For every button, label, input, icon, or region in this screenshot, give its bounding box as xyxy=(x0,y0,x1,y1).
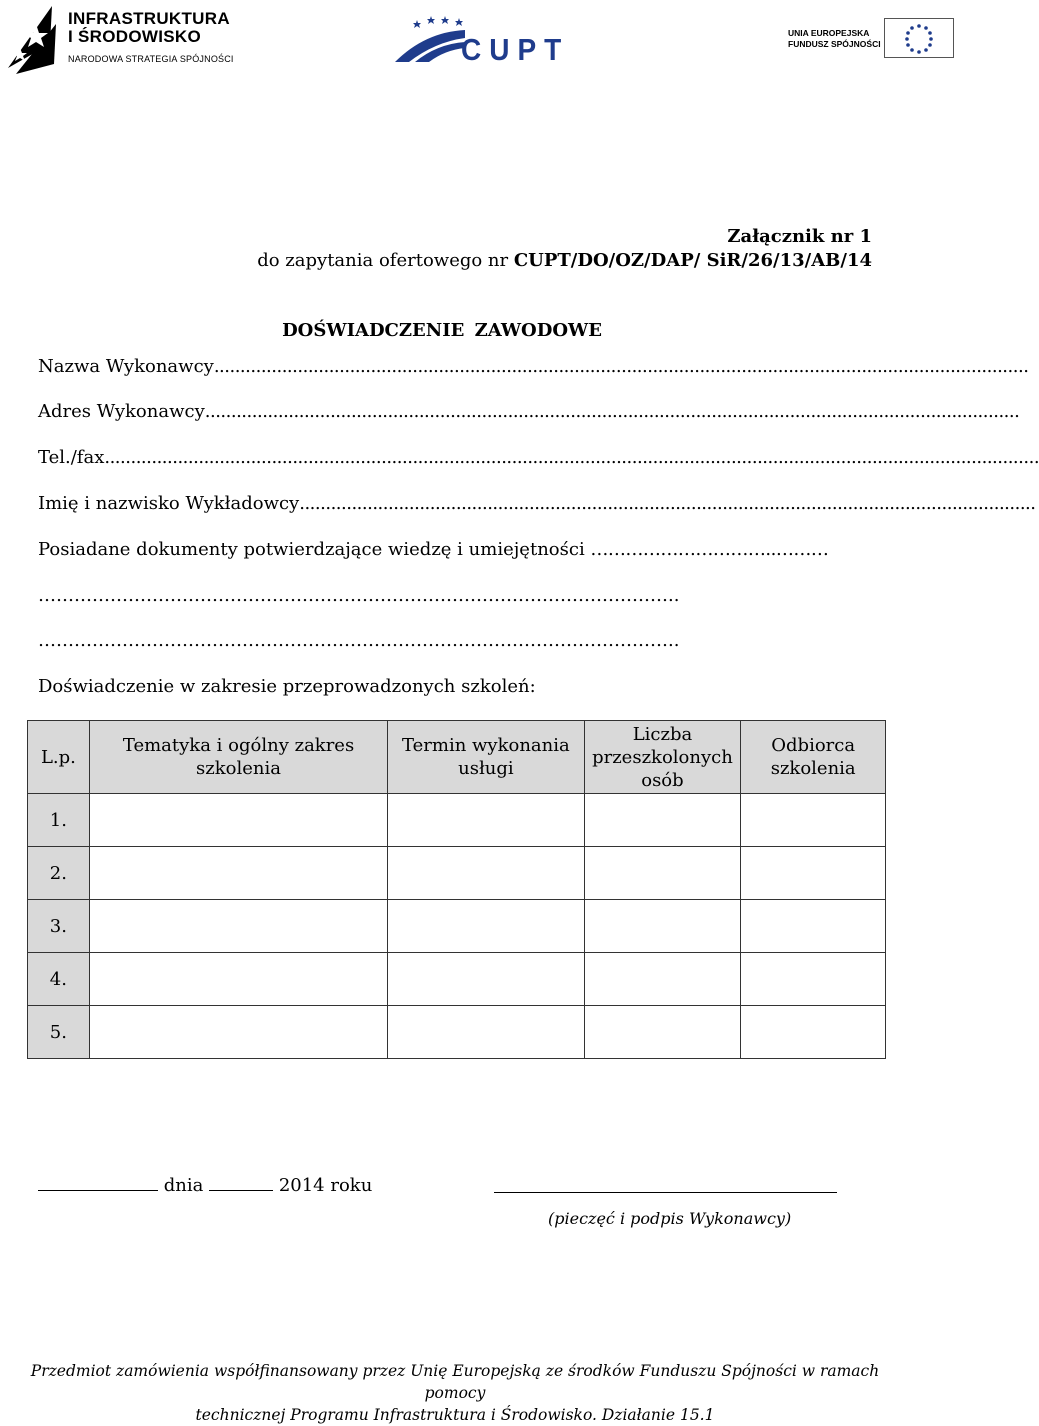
date-blank[interactable] xyxy=(209,1176,273,1191)
phone-fax-dots: ................................................................................................................................................................................... xyxy=(104,447,1039,468)
logo-line-1: INFRASTRUKTURA xyxy=(68,9,230,28)
col-header-count: Liczba przeszkolonych osób xyxy=(584,721,741,794)
lecturer-name-label: Imię i nazwisko Wykładowcy xyxy=(38,493,300,514)
recipient-cell[interactable] xyxy=(741,900,886,953)
cupt-road-icon xyxy=(395,12,465,64)
documents-continuation-line-2[interactable]: …………………………………………………………………………………………….. xyxy=(38,630,680,651)
cupt-wordmark: CUPT xyxy=(461,32,570,67)
row-number: 2. xyxy=(28,847,90,900)
place-blank[interactable] xyxy=(38,1176,158,1191)
row-number: 1. xyxy=(28,794,90,847)
table-header-row xyxy=(28,721,886,794)
col-header-recipient: Odbiorca szkolenia xyxy=(741,721,886,794)
year-label: 2014 roku xyxy=(278,1175,373,1196)
inquiry-prefix: do zapytania ofertowego nr xyxy=(257,250,514,271)
inquiry-reference xyxy=(257,250,872,271)
col-header-date: Termin wykonania usługi xyxy=(388,721,584,794)
count-cell[interactable] xyxy=(584,953,741,1006)
experience-table xyxy=(27,720,886,1059)
contractor-address-dots: ............................................................................................................................................................ xyxy=(204,401,1020,422)
eu-line-2: FUNDUSZ SPÓJNOŚCI xyxy=(788,39,881,49)
documents-continuation-line-1[interactable]: …………………………………………………………………………………………….. xyxy=(38,585,680,606)
signature-caption: (pieczęć i podpis Wykonawcy) xyxy=(548,1209,792,1228)
contractor-name-field[interactable] xyxy=(38,356,1028,377)
date-cell[interactable] xyxy=(388,1006,584,1059)
documents-field[interactable] xyxy=(38,539,828,560)
topic-cell[interactable] xyxy=(89,1006,387,1059)
logo-line-3: NARODOWA STRATEGIA SPÓJNOŚCI xyxy=(68,54,234,64)
dnia-label: dnia xyxy=(163,1175,204,1196)
lecturer-name-field[interactable] xyxy=(38,493,1036,514)
recipient-cell[interactable] xyxy=(741,953,886,1006)
recipient-cell[interactable] xyxy=(741,1006,886,1059)
date-cell[interactable] xyxy=(388,953,584,1006)
topic-cell[interactable] xyxy=(89,900,387,953)
row-number: 3. xyxy=(28,900,90,953)
col-header-lp: L.p. xyxy=(28,721,90,794)
table-row xyxy=(28,1006,886,1059)
eu-line-1: UNIA EUROPEJSKA xyxy=(788,28,870,38)
date-cell[interactable] xyxy=(388,900,584,953)
footer-line-2: technicznej Programu Infrastruktura i Środowisko. Działanie 15.1 xyxy=(195,1406,715,1424)
signature-line[interactable] xyxy=(494,1192,837,1193)
eu-logo xyxy=(784,18,956,60)
table-row xyxy=(28,847,886,900)
contractor-name-label: Nazwa Wykonawcy xyxy=(38,356,214,377)
count-cell[interactable] xyxy=(584,1006,741,1059)
documents-label: Posiadane dokumenty potwierdzające wiedzę i umiejętności xyxy=(38,539,591,560)
row-number: 4. xyxy=(28,953,90,1006)
date-cell[interactable] xyxy=(388,794,584,847)
table-row xyxy=(28,900,886,953)
contractor-address-label: Adres Wykonawcy xyxy=(38,401,205,422)
row-number: 5. xyxy=(28,1006,90,1059)
count-cell[interactable] xyxy=(584,847,741,900)
count-cell[interactable] xyxy=(584,794,741,847)
footer-note xyxy=(0,1360,910,1426)
contractor-name-dots: ............................................................................................................................................................ xyxy=(213,356,1029,377)
eu-flag-icon xyxy=(884,18,954,58)
cupt-logo xyxy=(395,12,570,67)
documents-dots: …………………………..……… xyxy=(590,539,829,560)
logo-line-2: I ŚRODOWISKO xyxy=(68,27,201,46)
page-title: DOŚWIADCZENIE ZAWODOWE xyxy=(282,320,602,341)
infrastruktura-logo xyxy=(6,4,236,76)
phone-fax-label: Tel./fax xyxy=(38,447,105,468)
col-header-topic: Tematyka i ogólny zakres szkolenia xyxy=(89,721,387,794)
experience-label: Doświadczenie w zakresie przeprowadzonych szkoleń: xyxy=(38,676,536,697)
topic-cell[interactable] xyxy=(89,953,387,1006)
inquiry-number: CUPT/DO/OZ/DAP/ SiR/26/13/AB/14 xyxy=(513,250,872,271)
date-cell[interactable] xyxy=(388,847,584,900)
date-line xyxy=(38,1175,372,1196)
attachment-number: Załącznik nr 1 xyxy=(727,226,872,247)
footer-line-1: Przedmiot zamówienia współfinansowany przez Unię Europejską ze środków Funduszu Spójności w ramach pomocy xyxy=(30,1362,880,1402)
phone-fax-field[interactable] xyxy=(38,447,1039,468)
recipient-cell[interactable] xyxy=(741,847,886,900)
topic-cell[interactable] xyxy=(89,847,387,900)
table-row xyxy=(28,794,886,847)
topic-cell[interactable] xyxy=(89,794,387,847)
lecturer-name-dots: ............................................................................................................................................. xyxy=(299,493,1036,514)
infrastruktura-emblem-icon xyxy=(6,4,66,76)
contractor-address-field[interactable] xyxy=(38,401,1019,422)
count-cell[interactable] xyxy=(584,900,741,953)
table-row xyxy=(28,953,886,1006)
recipient-cell[interactable] xyxy=(741,794,886,847)
